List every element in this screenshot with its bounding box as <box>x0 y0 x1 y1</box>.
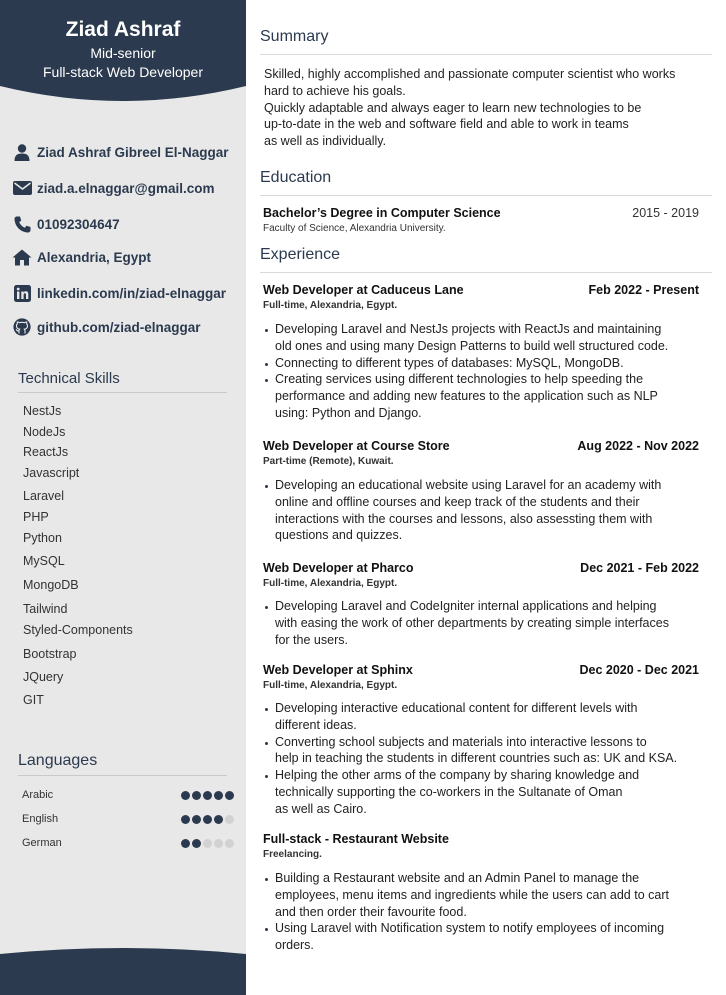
language-name: German <box>22 837 62 849</box>
skill-item: Javascript <box>23 466 80 480</box>
profile-name: Ziad Ashraf <box>65 18 181 41</box>
summary-line: Skilled, highly accomplished and passionate computer scientist who works <box>264 67 676 81</box>
experience-title: Experience <box>260 246 712 273</box>
summary-text <box>264 66 704 150</box>
summary-line: hard to achieve his goals. <box>264 83 406 98</box>
job-bullets <box>263 870 703 954</box>
job-dates: Dec 2021 - Feb 2022 <box>580 561 699 575</box>
skill-item: NestJs <box>23 404 62 418</box>
profile-header <box>0 0 246 112</box>
education-dates: 2015 - 2019 <box>632 206 699 220</box>
contact-full-name <box>12 140 246 164</box>
contact-text: 01092304647 <box>37 216 120 232</box>
skill-item: Tailwind <box>23 602 68 616</box>
job-title: Web Developer at Course Store <box>263 439 450 453</box>
contact-text: Ziad Ashraf Gibreel El-Naggar <box>37 144 229 160</box>
level-dot-filled <box>192 839 201 848</box>
language-level-dots <box>179 791 234 800</box>
job-header <box>263 832 699 846</box>
job-title: Web Developer at Caduceus Lane <box>263 283 464 297</box>
language-level-dots <box>179 839 234 848</box>
job-bullets <box>263 321 703 422</box>
job-meta: Full-time, Alexandria, Egypt. <box>263 680 398 691</box>
language-row <box>22 836 234 850</box>
contact-email[interactable] <box>12 176 246 200</box>
job-title: Full-stack - Restaurant Website <box>263 832 449 846</box>
job-bullets <box>263 700 703 818</box>
job-meta: Full-time, Alexandria, Egypt. <box>263 578 398 589</box>
level-dot-filled <box>181 791 190 800</box>
level-dot-empty <box>203 839 212 848</box>
level-dot-filled <box>225 791 234 800</box>
level-dot-filled <box>214 791 223 800</box>
bullet-item: Developing Laravel and NestJs projects with ReactJs and maintaining old ones and using many Design Patterns to build well structured code. <box>263 321 703 355</box>
language-name: Arabic <box>22 789 54 801</box>
summary-line: up-to-date in the web and software field and able to work in teams <box>264 117 629 132</box>
level-dot-empty <box>225 839 234 848</box>
contact-location <box>12 245 246 269</box>
job-bullets <box>263 598 703 648</box>
language-row <box>22 812 234 826</box>
skill-item: MySQL <box>23 554 65 568</box>
language-level-dots <box>179 815 234 824</box>
job-header <box>263 663 699 677</box>
education-title: Education <box>260 169 712 196</box>
job-header <box>263 283 699 297</box>
languages-title: Languages <box>18 752 227 776</box>
job-header <box>263 439 699 453</box>
job-title: Web Developer at Sphinx <box>263 663 413 677</box>
level-dot-filled <box>203 815 212 824</box>
job-bullets <box>263 477 703 544</box>
user-icon <box>12 142 32 162</box>
level-dot-empty <box>225 815 234 824</box>
job-dates: Aug 2022 - Nov 2022 <box>577 439 699 453</box>
job-meta: Freelancing. <box>263 849 322 860</box>
envelope-icon <box>12 178 32 198</box>
skill-item: Python <box>23 531 62 545</box>
contact-text: Alexandria, Egypt <box>37 249 152 265</box>
job-dates: Feb 2022 - Present <box>588 283 699 297</box>
skill-item: GIT <box>23 693 44 707</box>
education-row <box>263 206 699 220</box>
github-icon <box>12 317 32 337</box>
level-dot-filled <box>203 791 212 800</box>
job-title: Web Developer at Pharco <box>263 561 414 575</box>
bullet-item: Helping the other arms of the company by sharing knowledge and technically supporting the co-workers in the Sultanate of Oman as well as Cairo. <box>263 767 703 817</box>
job-meta: Part-time (Remote), Kuwait. <box>263 456 394 467</box>
home-icon <box>12 247 32 267</box>
language-row <box>22 788 234 802</box>
level-dot-filled <box>192 791 201 800</box>
linkedin-icon <box>12 283 32 303</box>
contact-linkedin[interactable] <box>12 281 246 305</box>
phone-icon <box>12 214 32 234</box>
profile-role: Full-stack Web Developer <box>42 64 204 80</box>
education-school: Faculty of Science, Alexandria University. <box>263 223 446 234</box>
profile-level: Mid-senior <box>90 45 156 61</box>
summary-line: Quickly adaptable and always eager to learn new technologies to be <box>264 100 642 115</box>
skill-item: MongoDB <box>23 578 79 592</box>
footer-background-shape <box>0 948 246 995</box>
bullet-item: Developing interactive educational content for different levels with different ideas. <box>263 700 703 734</box>
contact-text: github.com/ziad-elnaggar <box>37 319 201 335</box>
contact-text: ziad.a.elnaggar@gmail.com <box>37 180 215 196</box>
job-header <box>263 561 699 575</box>
skill-item: ReactJs <box>23 445 69 459</box>
job-dates: Dec 2020 - Dec 2021 <box>579 663 699 677</box>
level-dot-filled <box>181 815 190 824</box>
contact-phone[interactable] <box>12 212 246 236</box>
level-dot-filled <box>214 815 223 824</box>
bullet-item: Building a Restaurant website and an Admin Panel to manage the employees, menu items and ingredients while the users can add to cart and then order their favourite food. <box>263 870 703 920</box>
language-name: English <box>22 813 59 825</box>
skills-title: Technical Skills <box>18 370 227 393</box>
bullet-item: Connecting to different types of databases: MySQL, MongoDB. <box>263 355 703 372</box>
education-degree: Bachelor’s Degree in Computer Science <box>263 206 501 220</box>
bullet-item: Developing an educational website using Laravel for an academy with online and offline courses and keep track of the students and their interactions with the courses and lessons, also assessting them with questions and quizzes. <box>263 477 703 544</box>
skill-item: NodeJs <box>23 425 66 439</box>
skill-item: Bootstrap <box>23 647 77 661</box>
summary-line: as well as individually. <box>264 134 387 149</box>
contact-github[interactable] <box>12 315 246 339</box>
skill-item: Laravel <box>23 489 64 503</box>
summary-title: Summary <box>260 28 712 55</box>
level-dot-filled <box>192 815 201 824</box>
level-dot-filled <box>181 839 190 848</box>
bullet-item: Converting school subjects and materials into interactive lessons to help in teaching the students in different countries such as: UK and KSA. <box>263 734 703 768</box>
bullet-item: Using Laravel with Notification system to notify employees of incoming orders. <box>263 920 703 954</box>
bullet-item: Developing Laravel and CodeIgniter internal applications and helping with easing the work of other departments by creating simple interfaces for the users. <box>263 598 703 648</box>
skill-item: PHP <box>23 510 49 524</box>
contact-text: linkedin.com/in/ziad-elnaggar <box>37 285 227 301</box>
level-dot-empty <box>214 839 223 848</box>
job-meta: Full-time, Alexandria, Egypt. <box>263 300 398 311</box>
bullet-item: Creating services using different technologies to help speeding the performance and adding new features to the application such as NLP using: Python and Django. <box>263 371 703 421</box>
skill-item: Styled-Components <box>23 623 133 637</box>
skill-item: JQuery <box>23 670 64 684</box>
sidebar <box>0 0 246 995</box>
